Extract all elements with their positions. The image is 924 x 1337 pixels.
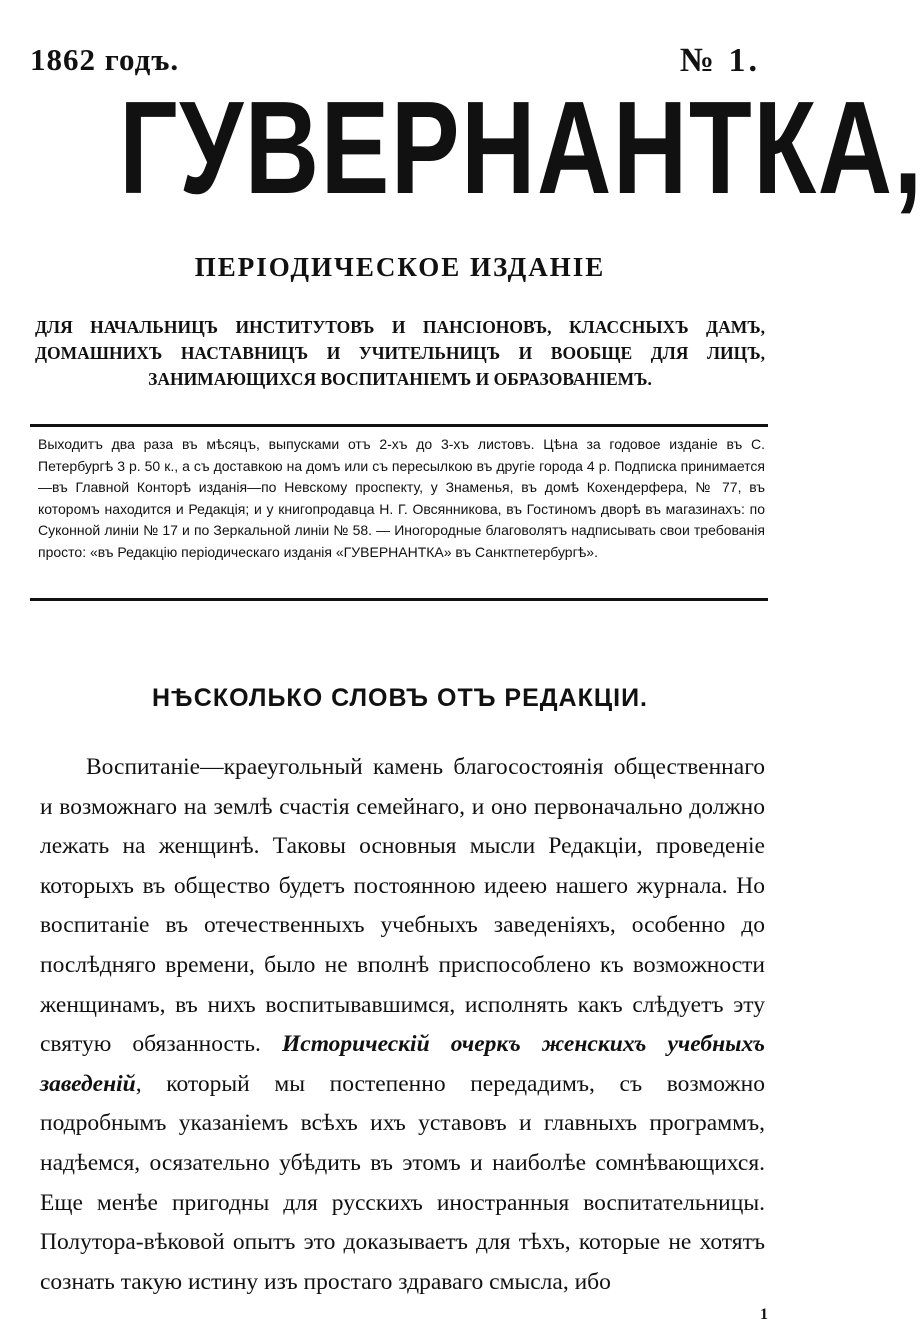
publication-year: 1862 годъ. (30, 42, 180, 77)
top-divider (30, 424, 768, 427)
article-italic-phrase: Историческій очеркъ женскихъ учебныхъ заведеній (40, 1031, 766, 1097)
article-text-tail: , который мы постепенно передадимъ, съ возможно подробнымъ указаніемъ всѣхъ ихъ уставовъ и главныхъ программъ, надѣемся, осязательно убѣдить въ этомъ и наиболѣе сомнѣвающихся. Еще менѣе пригодны для русскихъ иностранныя воспитательницы. Полутора-вѣковой опытъ это доказываетъ для тѣхъ, которые не хотятъ сознать такую истину изъ простаго здраваго смысла, ибо (40, 1070, 765, 1295)
bottom-divider (30, 598, 768, 601)
article-body (40, 748, 765, 1302)
masthead-audience: ДЛЯ НАЧАЛЬНИЦЪ ИНСТИТУТОВЪ И ПАНСІОНОВЪ, КЛАССНЫХЪ ДАМЪ, ДОМАШНИХЪ НАСТАВНИЦЪ И УЧИТЕЛЬНИЦЪ И ВООБЩЕ ДЛЯ ЛИЦЪ, ЗАНИМАЮЩИХСЯ ВОСПИТАНІЕМЪ И ОБРАЗОВАНІЕМЪ. (35, 317, 765, 389)
article-text-lead: Воспитаніе—краеугольный камень благосостоянія общественнаго и возможнаго на землѣ счастія семейнаго, и оно первоначально должно лежать на женщинѣ. Таковы основныя мысли Редакціи, проведеніе которыхъ въ общество будетъ постоянною идеею нашего журнала. Но воспитаніе въ отечественныхъ учебныхъ заведеніяхъ, особенно до послѣдняго времени, было не вполнѣ приспособлено къ возможности женщинамъ, въ нихъ воспитывавшимся, исполнять какъ слѣдуетъ эту святую обязанность. (40, 754, 765, 1058)
subscription-notice: Выходитъ два раза въ мѣсяцъ, выпусками отъ 2-хъ до 3-хъ листовъ. Цѣна за годовое изданіе въ С. Петербургѣ 3 р. 50 к., а съ доставкою на домъ или съ пересылкою въ другіе города 4 р. Подписка принимается—въ Главной Конторѣ изданія—по Невскому проспекту, у Знаменья, въ домѣ Кохендерфера, № 77, въ которомъ находится и Редакція; и у книгопродавца Н. Г. Овсянникова, въ Гостиномъ дворѣ въ магазинахъ: по Суконной линіи № 17 и по Зеркальной линіи № 58. — Иногородные благоволятъ надписывать свои требованія просто: «въ Редакцію періодическаго изданія «ГУВЕРНАНТКА» въ Санктпетербургѣ». (38, 436, 765, 560)
issue-number: № 1. (679, 42, 760, 79)
article-paragraph (40, 748, 765, 1302)
article-heading: НѢСКОЛЬКО СЛОВЪ ОТЪ РЕДАКЦІИ. (152, 684, 648, 712)
masthead-title: ГУВЕРНАНТКА, (119, 74, 924, 221)
page-number: 1 (760, 1306, 768, 1323)
masthead-subtitle: ПЕРІОДИЧЕСКОЕ ИЗДАНІЕ (194, 252, 606, 282)
